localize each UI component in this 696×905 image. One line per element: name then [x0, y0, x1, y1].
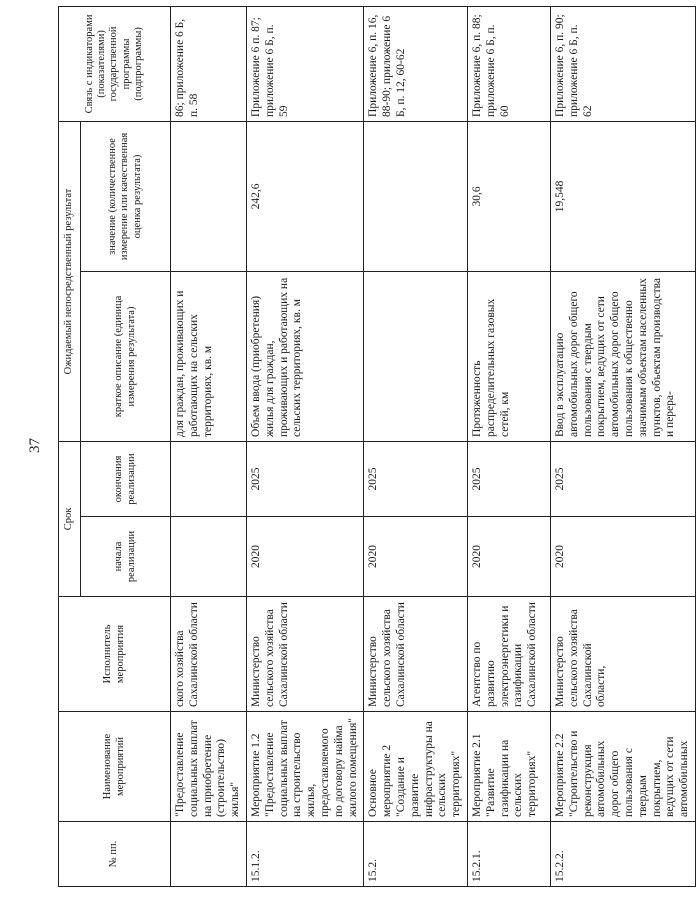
- row-num: 15.2.2.: [550, 822, 695, 887]
- row-num: 15.2.1.: [467, 822, 550, 887]
- row-start: 2020: [246, 517, 363, 597]
- header-term: Срок: [59, 441, 81, 596]
- row-link: Приложение 6, п. 88; приложение 6 Б, п. 60: [467, 6, 550, 121]
- measures-table: [58, 6, 696, 887]
- header-result-desc: краткое описание (единица измерения результата): [81, 271, 171, 441]
- row-desc: Протяженность распределительных газовых сетей, км: [467, 271, 550, 441]
- header-executor: Исполнитель мероприятия: [59, 597, 171, 712]
- row-name: Мероприятие 2.2 "Строительство и реконструкция автомобильных дорог общего пользования с твердым покрытием, ведущих от сети автомобильных: [550, 712, 695, 822]
- header-term-start: начала реализации: [81, 517, 171, 597]
- row-link: 86; приложение 6 Б, п. 58: [171, 6, 247, 121]
- row-executor: Агентство по развитию электроэнергетики и газификации Сахалинской области: [467, 597, 550, 712]
- table-row: [467, 6, 550, 886]
- row-num: 15.1.2.: [246, 822, 363, 887]
- row-link: Приложение 6, п. 90; приложение 6 Б, п. 62: [550, 6, 695, 121]
- row-end: 2025: [364, 441, 468, 516]
- row-link: Приложение 6 п. 87; приложение 6 Б, п. 59: [246, 6, 363, 121]
- row-desc: Объем ввода (приобретения) жилья для граждан, проживающих и работающих на сельских территориях, кв. м: [246, 271, 363, 441]
- row-num: 15.2.: [364, 822, 468, 887]
- row-value: 19,548: [550, 121, 695, 271]
- header-term-end: окончания реализации: [81, 441, 171, 516]
- row-end: 2025: [246, 441, 363, 516]
- header-name: Наименование мероприятий: [59, 712, 171, 822]
- row-executor: Министерство сельского хозяйства Сахалинской области: [246, 597, 363, 712]
- row-executor: Министерство сельского хозяйства Сахалинской области,: [550, 597, 695, 712]
- row-value: 242,6: [246, 121, 363, 271]
- header-result-value: значение (количественное измерение или качественная оценка результата): [81, 121, 171, 271]
- row-value: [171, 121, 247, 271]
- row-end: 2025: [467, 441, 550, 516]
- row-end: [171, 441, 247, 516]
- row-start: 2020: [550, 517, 695, 597]
- row-executor: Министерство сельского хозяйства Сахалинской области: [364, 597, 468, 712]
- page-number: 37: [27, 438, 43, 453]
- row-start: 2020: [364, 517, 468, 597]
- row-desc: для граждан, проживающих и работающих на сельских территориях, кв. м: [171, 271, 247, 441]
- row-name: Мероприятие 1.2 "Предоставление социальных выплат на строительство жилья, предоставляемого по договору найма жилого помещения": [246, 712, 363, 822]
- row-start: [171, 517, 247, 597]
- table-row: [171, 6, 247, 886]
- row-desc: [364, 271, 468, 441]
- row-name: "Предоставление социальных выплат на приобретение (строительство) жилья": [171, 712, 247, 822]
- row-value: 30,6: [467, 121, 550, 271]
- table-row: [364, 6, 468, 886]
- row-name: Основное мероприятие 2 "Создание и развитие инфраструктуры на сельских территориях": [364, 712, 468, 822]
- row-end: 2025: [550, 441, 695, 516]
- row-link: Приложение 6, п. 16, 88-90; приложение 6 Б, п. 12, 60-62: [364, 6, 468, 121]
- row-num: [171, 822, 247, 887]
- table-row: [550, 6, 695, 886]
- table-row: [246, 6, 363, 886]
- header-result: Ожидаемый непосредственный результат: [59, 121, 81, 441]
- row-desc: Ввод в эксплуатацию автомобильных дорог общего пользования с твердым покрытием, ведущих от сети автомобильных дорог общего пользования к общественно значимым объектам населенных пунктов, объектам производства и перера-: [550, 271, 695, 441]
- header-link: Связь с индикаторами (показателями) государственной программы (подпрограммы): [59, 6, 171, 121]
- row-name: Мероприятие 2.1 "Развитие газификации на сельских территориях": [467, 712, 550, 822]
- rotated-table-container: [58, 7, 691, 887]
- row-value: [364, 121, 468, 271]
- row-executor: ского хозяйства Сахалинской области: [171, 597, 247, 712]
- row-start: 2020: [467, 517, 550, 597]
- header-num: № пп.: [59, 822, 171, 887]
